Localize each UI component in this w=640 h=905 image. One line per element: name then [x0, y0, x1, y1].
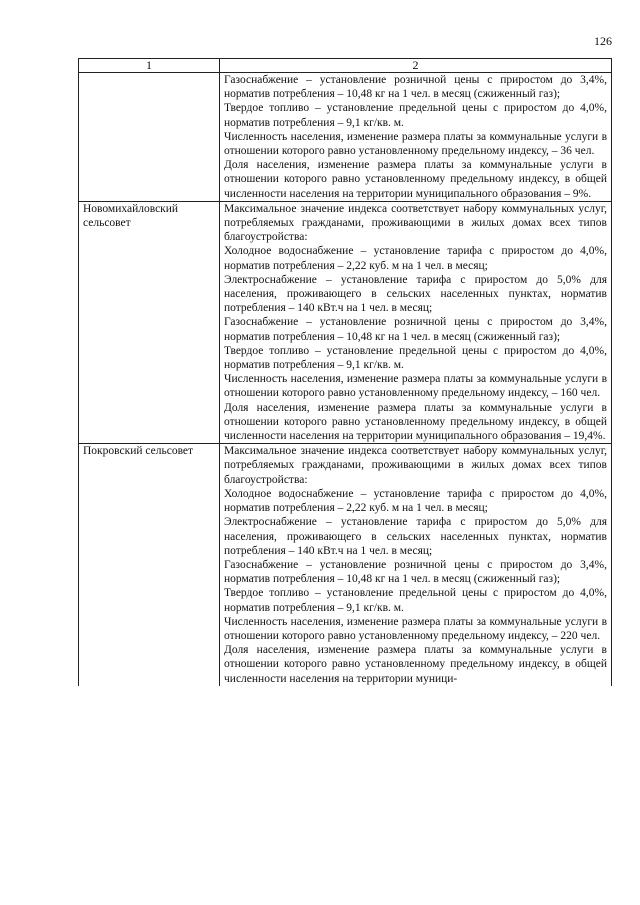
municipality-name: Новомихайловский сельсовет — [79, 201, 220, 443]
description-paragraph: Максимальное значение индекса соответствует набору коммунальных услуг, потребляемых гражданами, проживающими в жилых домах всех типов благоустройства: — [224, 202, 607, 244]
table-row — [79, 73, 612, 202]
description-paragraph: Твердое топливо – установление предельной цены с приростом до 4,0%, норматив потребления – 9,1 кг/кв. м. — [224, 587, 607, 614]
description-paragraph: Газоснабжение – установление розничной цены с приростом до 3,4%, норматив потребления – 10,48 кг на 1 чел. в месяц (сжиженный газ); — [224, 316, 607, 343]
description-paragraph: Электроснабжение – установление тарифа с приростом до 5,0% для населения, проживающего в сельских населенных пунктах, норматив потребления – 140 кВт.ч на 1 чел. в месяц; — [224, 516, 607, 557]
column-header-2: 2 — [220, 59, 612, 73]
index-description — [220, 73, 612, 202]
table-row — [79, 444, 612, 686]
municipality-name — [79, 73, 220, 202]
table-row — [79, 201, 612, 443]
description-paragraph: Холодное водоснабжение – установление тарифа с приростом до 4,0%, норматив потребления – 2,22 куб. м на 1 чел. в месяц; — [224, 487, 607, 515]
index-description — [220, 444, 612, 686]
table-header-row — [79, 59, 612, 73]
description-paragraph: Холодное водоснабжение – установление тарифа с приростом до 4,0%, норматив потребления – 2,22 куб. м на 1 чел. в месяц; — [224, 245, 607, 272]
description-paragraph: Численность населения, изменение размера платы за коммунальные услуги в отношении которого равно установленному предельному индексу, – 160 чел. — [224, 373, 607, 400]
description-paragraph: Газоснабжение – установление розничной цены с приростом до 3,4%, норматив потребления – 10,48 кг на 1 чел. в месяц (сжиженный газ); — [224, 558, 607, 586]
description-paragraph: Численность населения, изменение размера платы за коммунальные услуги в отношении которого равно установленному предельному индексу, – 36 чел. — [224, 130, 607, 158]
description-paragraph: Твердое топливо – установление предельной цены с приростом до 4,0%, норматив потребления – 9,1 кг/кв. м. — [224, 344, 607, 372]
description-paragraph: Газоснабжение – установление розничной цены с приростом до 3,4%, норматив потребления – 10,48 кг на 1 чел. в месяц (сжиженный газ); — [224, 74, 607, 101]
description-paragraph: Электроснабжение – установление тарифа с приростом до 5,0% для населения, проживающего в сельских населенных пунктах, норматив потребления – 140 кВт.ч на 1 чел. в месяц; — [224, 273, 607, 315]
description-paragraph: Твердое топливо – установление предельной цены с приростом до 4,0%, норматив потребления – 9,1 кг/кв. м. — [224, 102, 607, 129]
description-paragraph: Доля населения, изменение размера платы за коммунальные услуги в отношении которого равно установленному предельному индексу, в общей численности населения на территории муници- — [224, 644, 607, 685]
description-paragraph: Доля населения, изменение размера платы за коммунальные услуги в отношении которого равно установленному предельному индексу, в общей численности населения на территории муниципального образования – 9%. — [224, 159, 607, 200]
column-header-1: 1 — [79, 59, 220, 73]
municipal-index-table — [78, 58, 612, 686]
description-paragraph: Максимальное значение индекса соответствует набору коммунальных услуг, потребляемых гражданами, проживающими в жилых домах всех типов благоустройства: — [224, 445, 607, 486]
index-description — [220, 201, 612, 443]
description-paragraph: Численность населения, изменение размера платы за коммунальные услуги в отношении которого равно установленному предельному индексу, – 220 чел. — [224, 615, 607, 642]
municipality-name: Покровский сельсовет — [79, 444, 220, 686]
table-body — [79, 73, 612, 686]
description-paragraph: Доля населения, изменение размера платы за коммунальные услуги в отношении которого равно установленному предельному индексу, в общей численности населения на территории муниципального образования – 19,4%. — [224, 401, 607, 443]
page-number: 126 — [594, 34, 612, 48]
